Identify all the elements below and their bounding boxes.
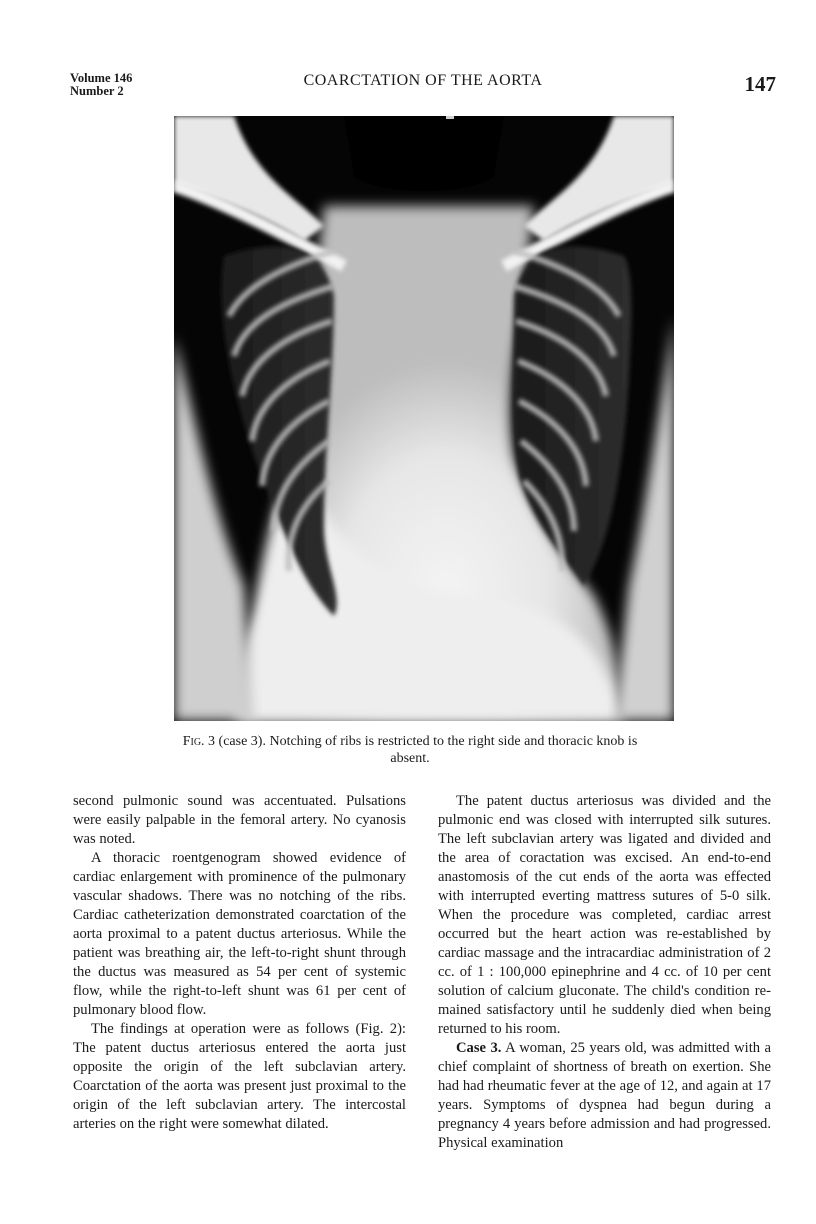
chest-xray-image [174, 116, 674, 721]
number-label: Number 2 [70, 84, 124, 98]
case-text: A woman, 25 years old, was admitted with a chief complaint of shortness of breath on exertion. She had had rheumatic fever at the age of 12, and again at 17 years. Symptoms of dyspnea had begun during a pregnancy 4 years before admission and had progressed. Physical examination [438, 1040, 771, 1151]
right-column [438, 792, 771, 1153]
paragraph: The patent ductus arteriosus was divided and the pulmonic end was closed with interrupted silk sutures. The left subclavian artery was ligated and divided and the area of coractation was excised. An end-to-end anastomosis of the cut ends of the aorta was effected with interrupted everting mattress sutures of 5-0 silk. When the procedure was completed, cardiac arrest occurred but the heart action was re-established by cardiac massage and the intracardiac administration of 2 cc. of 1 : 100,000 epinephrine and 4 cc. of 10 per cent solution of calcium gluconate. The child's condition remained satisfactory until he suddenly died when being returned to his room. [438, 793, 771, 1037]
running-head [70, 70, 776, 100]
paragraph: The findings at operation were as follows (Fig. 2): The patent ductus arteriosus entered the aorta just opposite the origin of the left subclavian artery. Coarctation of the aorta was present just proximal to the origin of the left subclavian artery. The intercostal arteries on the right were somewhat dilated. [73, 1021, 406, 1132]
caption-text: (case 3). Notching of ribs is restricted to the right side and thoracic knob is absent. [215, 734, 638, 766]
chest-xray-figure [174, 116, 674, 721]
volume-label: Volume 146 [70, 71, 133, 85]
case-heading: Case 3. [456, 1040, 502, 1056]
figure-label: Fig. 3 [182, 734, 216, 749]
paragraph: A thoracic roentgenogram showed evidence of cardiac enlargement with prominence of the pulmonary vascular shadows. There was no notching of the ribs. Cardiac catheterization demonstrated coarctation of the aorta proximal to a patent ductus arteriosus. While the patient was breathing air, the left-to-right shunt through the ductus was measured as 54 per cent of systemic flow, while the right-to-left shunt was 61 per cent of pulmonary blood flow. [73, 850, 406, 1018]
left-column [73, 792, 406, 1134]
paragraph: second pulmonic sound was accentuated. Pulsations were easily palpable in the femoral artery. No cyanosis was noted. [73, 793, 406, 847]
running-title: COARCTATION OF THE AORTA [303, 72, 543, 89]
figure-caption [180, 733, 640, 767]
paragraph [438, 1039, 771, 1153]
page-number: 147 [744, 72, 776, 96]
